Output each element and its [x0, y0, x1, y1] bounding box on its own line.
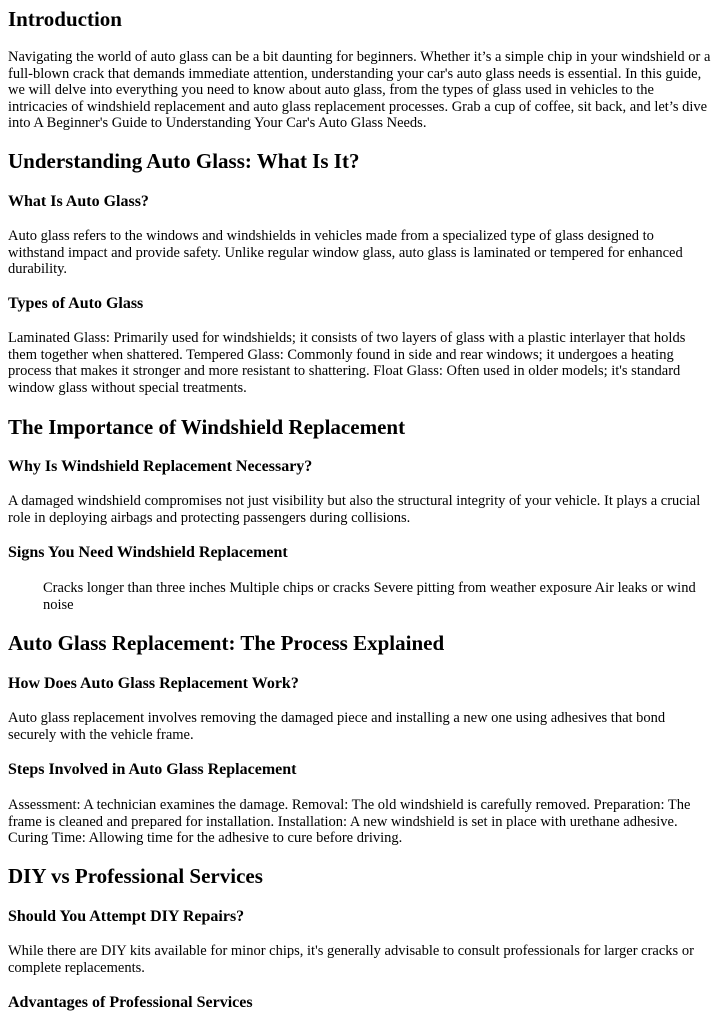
signs-list: Cracks longer than three inches Multiple chips or cracks Severe pitting from weather exposure Air leaks or wind noise: [43, 580, 696, 613]
intro-paragraph: Navigating the world of auto glass can be a bit daunting for beginners. Whether it’s a simple chip in your windshield or a full-blown crack that demands immediate attention, understanding your car's auto glass needs is essential. In this guide, we will delve into everything you need to know about auto glass, from the types of glass used in vehicles to the intricacies of windshield replacement and auto glass replacement processes. Grab a cup of coffee, sit back, and let’s dive into A Beginner's Guide to Understanding Your Car's Auto Glass Needs.: [8, 49, 711, 131]
what-is-paragraph: Auto glass refers to the windows and windshields in vehicles made from a specialized type of glass designed to withstand impact and provide safety. Unlike regular window glass, auto glass is laminated or tempered for enhanced durability.: [8, 228, 683, 277]
should-heading: Should You Attempt DIY Repairs?: [8, 908, 245, 925]
types-paragraph: Laminated Glass: Primarily used for windshields; it consists of two layers of glass with a plastic interlayer that holds them together when shattered. Tempered Glass: Commonly found in side and rear windows; it undergoes a heating process that makes it stronger and more resistant to shattering. Float Glass: Often used in older models; it's standard window glass without special treatments.: [8, 330, 686, 396]
signs-heading: Signs You Need Windshield Replacement: [8, 544, 288, 561]
importance-heading: The Importance of Windshield Replacement: [8, 415, 406, 439]
how-heading: How Does Auto Glass Replacement Work?: [8, 675, 299, 692]
process-heading: Auto Glass Replacement: The Process Explained: [8, 631, 445, 655]
understanding-heading: Understanding Auto Glass: What Is It?: [8, 149, 360, 173]
steps-paragraph: Assessment: A technician examines the damage. Removal: The old windshield is carefully removed. Preparation: The frame is cleaned and prepared for installation. Installation: A new windshield is set in place with urethane adhesive. Curing Time: Allowing time for the adhesive to cure before driving.: [8, 797, 691, 846]
steps-heading: Steps Involved in Auto Glass Replacement: [8, 761, 297, 778]
types-heading: Types of Auto Glass: [8, 295, 144, 312]
why-heading: Why Is Windshield Replacement Necessary?: [8, 458, 313, 475]
advantages-heading: Advantages of Professional Services: [8, 994, 253, 1011]
should-paragraph: While there are DIY kits available for minor chips, it's generally advisable to consult professionals for larger cracks or complete replacements.: [8, 943, 694, 976]
why-paragraph: A damaged windshield compromises not just visibility but also the structural integrity of your vehicle. It plays a crucial role in deploying airbags and protecting passengers during collisions.: [8, 493, 701, 526]
how-paragraph: Auto glass replacement involves removing the damaged piece and installing a new one using adhesives that bond securely with the vehicle frame.: [8, 710, 666, 743]
intro-heading: Introduction: [8, 7, 122, 31]
what-is-heading: What Is Auto Glass?: [8, 193, 149, 210]
diy-heading: DIY vs Professional Services: [8, 864, 263, 888]
